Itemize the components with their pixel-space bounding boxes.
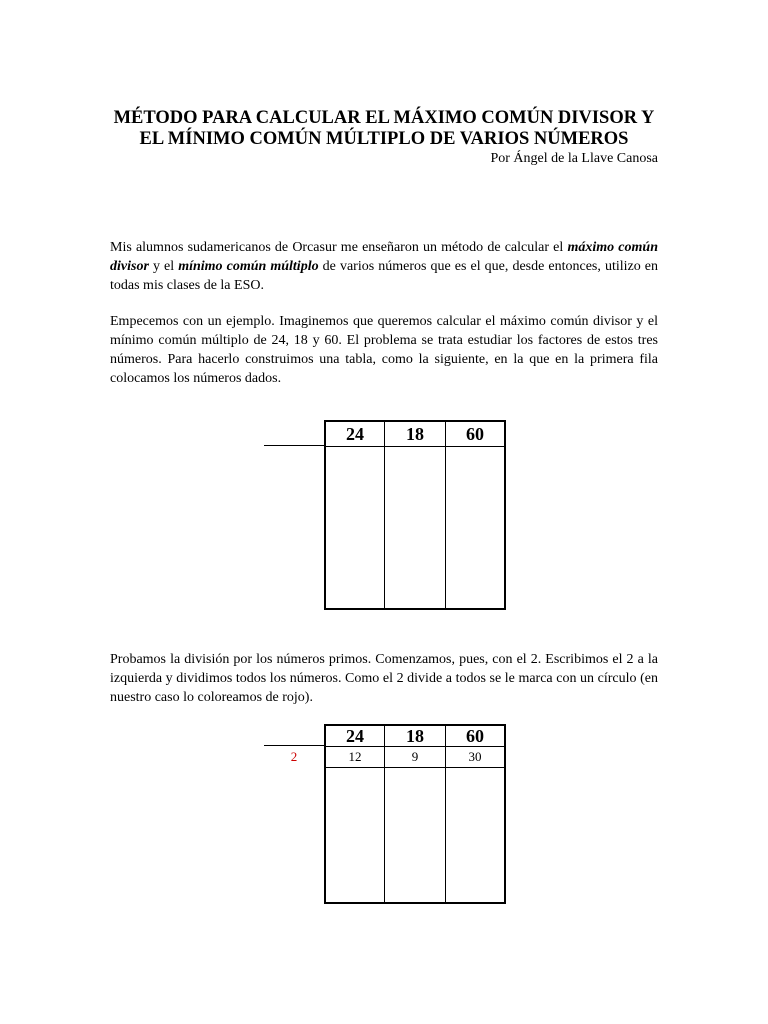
header-cell: 24 [346, 424, 364, 444]
quotient-cell: 12 [348, 749, 362, 764]
divisor-rule [264, 745, 324, 746]
document-title [110, 108, 658, 150]
header-cell: 60 [466, 726, 484, 746]
column-divider [384, 422, 385, 608]
quotient-cell: 30 [468, 749, 482, 764]
author-line: Por Ángel de la Llave Canosa [490, 151, 658, 166]
term-mcm: mínimo común múltiplo [178, 259, 319, 274]
paragraph-intro-text-c: de varios números que es el que, desde entonces, utilizo en todas mis clases de la ESO. [110, 259, 658, 293]
paragraph-intro-text-b: y el [148, 259, 179, 274]
paragraph-intro [110, 238, 658, 295]
divisor-value: 2 [290, 749, 298, 764]
factor-table-empty [264, 420, 506, 610]
term-mcd: máximo común divisor [110, 240, 658, 274]
title-line-2: EL MÍNIMO COMÚN MÚLTIPLO DE VARIOS NÚMEROS [139, 129, 629, 149]
divisor-rule [264, 445, 324, 446]
header-cell: 18 [406, 424, 424, 444]
header-cell: 18 [406, 726, 424, 746]
paragraph-division: Probamos la división por los números primos. Comenzamos, pues, con el 2. Escribimos el 2 a la izquierda y dividimos todos los números. Como el 2 divide a todos se le marca con un círculo (en nuestro caso lo coloreamos de rojo). [110, 652, 658, 705]
header-cell: 24 [346, 726, 364, 746]
table-grid [324, 724, 506, 904]
quotient-cell: 9 [411, 749, 419, 764]
paragraph-example: Empecemos con un ejemplo. Imaginemos que queremos calcular el máximo común divisor y el mínimo común múltiplo de 24, 18 y 60. El problema se trata estudiar los factores de estos tres números. Para hacerlo construimos una tabla, como la siguiente, en la que en la primera fila colocamos los números dados. [110, 314, 658, 386]
factor-table-step1 [264, 724, 506, 904]
paragraph-intro-text-a: Mis alumnos sudamericanos de Orcasur me enseñaron un método de calcular el [110, 240, 564, 255]
column-divider [445, 422, 446, 608]
table-grid [324, 420, 506, 610]
title-line-1: MÉTODO PARA CALCULAR EL MÁXIMO COMÚN DIVISOR Y [113, 108, 655, 128]
header-cell: 60 [466, 424, 484, 444]
